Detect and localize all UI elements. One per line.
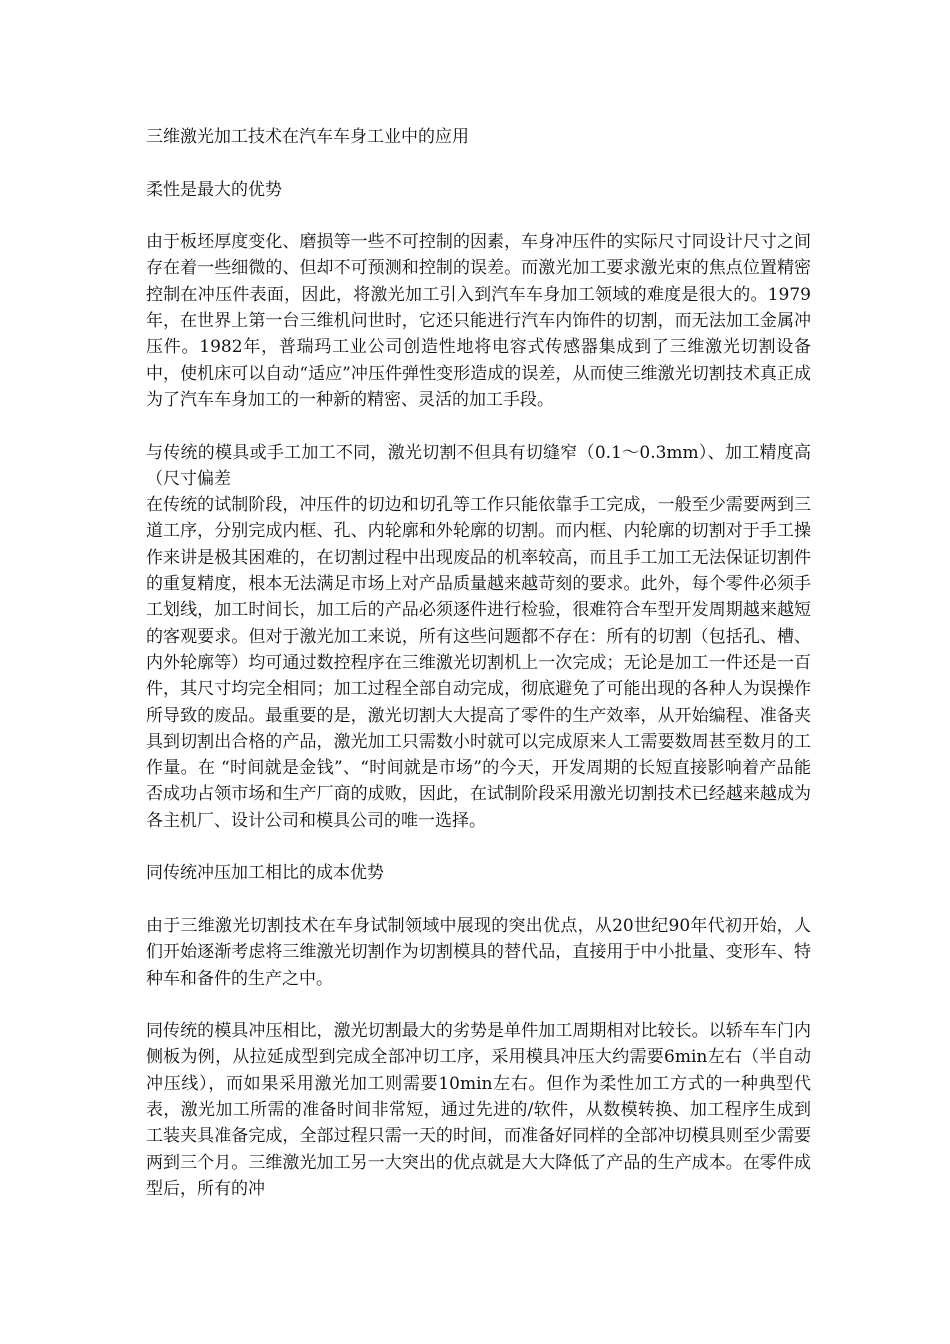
paragraph-2: 与传统的模具或手工加工不同，激光切割不但具有切缝窄（0.1～0.3mm）、加工精度高（尺寸偏差 (146, 442, 811, 489)
paragraph-1: 由于板坯厚度变化、磨损等一些不可控制的因素，车身冲压件的实际尺寸同设计尺寸之间存在着一些细微的、但却不可预测和控制的误差。而激光加工要求激光束的焦点位置精密控制在冲压件表面，因此，将激光加工引入到汽车车身加工领域的难度是很大的。1979年，在世界上第一台三维机问世时，它还只能进行汽车内饰件的切割，而无法加工金属冲压件。1982年，普瑞玛工业公司创造性地将电容式传感器集成到了三维激光切割设备中，使机床可以自动“适应”冲压件弹性变形造成的误差，从而使三维激光切割技术真正成为了汽车车身加工的一种新的精密、灵活的加工手段。 (146, 232, 811, 410)
spacer (146, 203, 811, 229)
document-body (146, 124, 811, 1202)
section-heading-cost: 同传统冲压加工相比的成本优势 (146, 863, 384, 884)
spacer (146, 413, 811, 439)
section-heading-flexibility: 柔性是最大的优势 (146, 179, 282, 200)
paragraph-5: 同传统的模具冲压相比，激光切割最大的劣势是单件加工周期相对比较长。以轿车车门内侧板为例，从拉延成型到完成全部冲切工序，采用模具冲压大约需要6min左右（半自动冲压线），而如果采用激光加工则需要10min左右。但作为柔性加工方式的一种典型代表，激光加工所需的准备时间非常短，通过先进的/软件，从数模转换、加工程序生成到工装夹具准备完成，全部过程只需一天的时间，而准备好同样的全部冲切模具则至少需要两到三个月。三维激光加工另一大突出的优点就是大大降低了产品的生产成本。在零件成型后，所有的冲 (146, 1021, 811, 1199)
spacer (146, 992, 811, 1018)
spacer (146, 150, 811, 176)
spacer (146, 887, 811, 913)
spacer (146, 834, 811, 860)
document-title: 三维激光加工技术在汽车车身工业中的应用 (146, 127, 469, 147)
paragraph-3: 在传统的试制阶段，冲压件的切边和切孔等工作只能依靠手工完成，一般至少需要两到三道工序，分别完成内框、孔、内轮廓和外轮廓的切割。而内框、内轮廓的切割对于手工操作来讲是极其困难的，在切割过程中出现废品的机率较高，而且手工加工无法保证切割件的重复精度，根本无法满足市场上对产品质量越来越苛刻的要求。此外，每个零件必须手工划线，加工时间长，加工后的产品必须逐件进行检验，很难符合车型开发周期越来越短的客观要求。但对于激光加工来说，所有这些问题都不存在：所有的切割（包括孔、槽、内外轮廓等）均可通过数控程序在三维激光切割机上一次完成；无论是加工一件还是一百件，其尺寸均完全相同；加工过程全部自动完成，彻底避免了可能出现的各种人为误操作所导致的废品。最重要的是，激光切割大大提高了零件的生产效率，从开始编程、准备夹具到切割出合格的产品，激光加工只需数小时就可以完成原来人工需要数周甚至数月的工作量。在 “时间就是金钱”、“时间就是市场”的今天，开发周期的长短直接影响着产品能否成功占领市场和生产厂商的成败，因此，在试制阶段采用激光切割技术已经越来越成为各主机厂、设计公司和模具公司的唯一选择。 (146, 495, 811, 831)
paragraph-4: 由于三维激光切割技术在车身试制领域中展现的突出优点，从20世纪90年代初开始，人们开始逐渐考虑将三维激光切割作为切割模具的替代品，直接用于中小批量、变形车、特种车和备件的生产之中。 (146, 915, 811, 989)
